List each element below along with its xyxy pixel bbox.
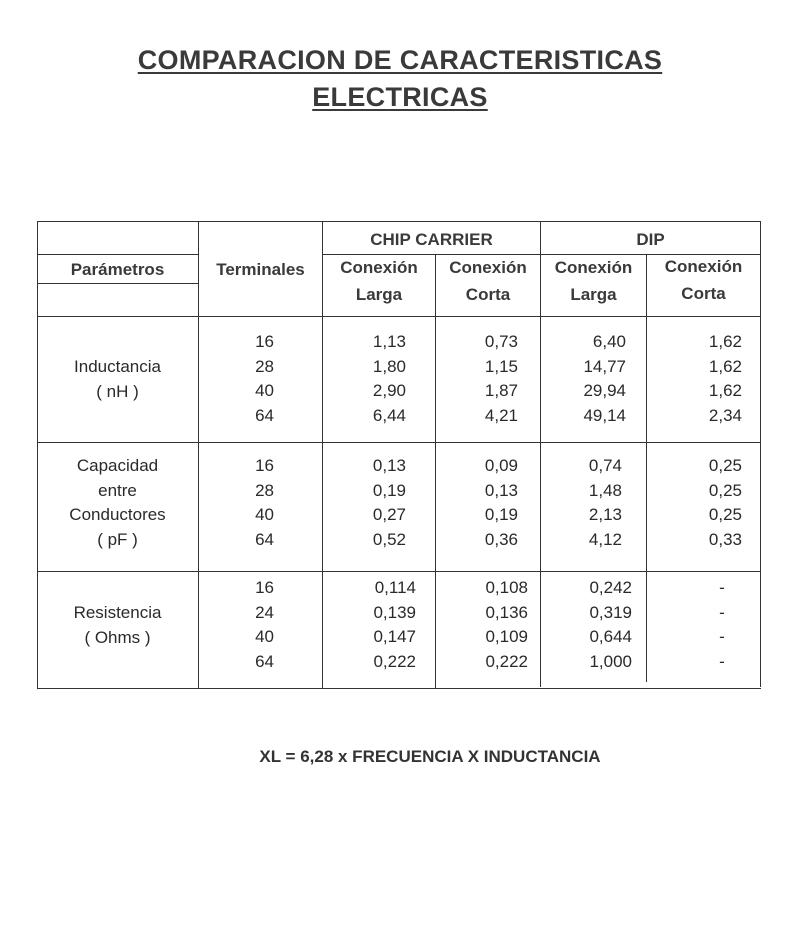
table-cell: 64 [255,651,274,671]
table-cell: 14,77 [583,356,626,376]
table-cell: 6,44 [372,405,406,425]
table-cell: 0,136 [485,602,528,622]
header-dip-larga: Larga [570,285,617,304]
table-cell: 1,15 [484,356,518,376]
table-cell: 40 [255,627,274,646]
table-cell: 40 [255,381,274,400]
terminales-column [230,454,274,552]
reactance-formula: XL = 6,28 x FRECUENCIA X INDUCTANCIA [259,747,601,766]
column-divider [435,254,436,689]
table-cell: 1,62 [708,356,742,376]
header-dip: DIP [636,230,665,249]
table-cell: - [719,602,725,622]
table-cell: 0,36 [484,529,518,549]
header-cc-larga-conexion: Conexión [340,258,418,277]
row-divider [37,316,761,317]
table-cell: 0,222 [373,651,416,671]
table-cell: 1,13 [372,332,406,351]
table-cell: 1,48 [588,480,622,500]
header-cc-corta-conexion: Conexión [449,258,527,277]
group-label-line: ( pF ) [97,529,138,549]
table-cell: 1,80 [372,356,406,376]
table-cell: 4,12 [588,529,622,549]
table-cell: 6,40 [592,332,626,351]
header-dip-corta-conexion: Conexión [664,257,743,276]
row-divider [37,571,761,572]
dip-larga-column [556,576,632,674]
table-cell: 0,222 [485,651,528,671]
group-label-capacidad [40,454,195,552]
header-chip-carrier: CHIP CARRIER [370,230,493,249]
table-cell: 0,52 [372,529,406,549]
cc-larga-column [340,330,406,428]
dip-larga-column [560,330,626,428]
group-label-inductancia [40,355,195,404]
table-cell: 0,25 [708,480,742,500]
group-label-line: Resistencia [73,603,162,622]
cc-corta-column [450,330,518,428]
cc-larga-column [340,454,406,552]
table-cell: 0,147 [373,627,416,646]
dip-corta-column [702,576,742,674]
table-cell: 28 [255,480,274,500]
table-cell: 28 [255,356,274,376]
table-cell: 2,90 [372,381,406,400]
group-label-resistencia [40,601,195,650]
group-label-line: Inductancia [74,357,161,376]
table-cell: 0,25 [708,456,742,475]
table-cell: 0,108 [485,578,528,597]
table-border [37,221,38,689]
table-cell: 1,62 [708,332,742,351]
table-border [37,221,761,222]
header-cc-larga: Larga [355,285,403,304]
column-divider [198,221,199,689]
cc-larga-column [340,576,416,674]
table-cell: 0,27 [372,505,406,524]
table-cell: 0,114 [374,578,416,597]
table-cell: 64 [255,529,274,549]
table-cell: 1,62 [708,381,742,400]
table-cell: 24 [255,602,274,622]
table-cell: 0,139 [373,602,416,622]
table-cell: 2,34 [708,405,742,425]
header-dip-larga-conexion: Conexión [554,258,633,277]
table-cell: 0,19 [484,505,518,524]
table-cell: 0,319 [589,602,632,622]
group-label-line: entre [98,480,137,500]
table-cell: 0,73 [484,332,518,351]
table-cell: 16 [255,578,274,597]
dip-corta-column [680,330,742,428]
table-cell: 1,000 [589,651,632,671]
table-cell: 16 [255,456,274,475]
header-parametros: Parámetros [70,260,165,279]
table-cell: - [719,651,725,671]
terminales-column [230,330,274,428]
row-divider [37,283,199,284]
table-cell: 29,94 [583,381,626,400]
column-divider [646,254,647,682]
table-border [37,688,761,689]
title-line-1: COMPARACION DE CARACTERISTICAS [137,45,663,75]
table-cell: 0,25 [708,505,742,524]
group-label-line: ( nH ) [96,381,139,401]
group-label-line: ( Ohms ) [84,627,151,647]
title-line-2: ELECTRICAS [312,82,488,112]
header-terminales: Terminales [216,260,305,279]
row-divider [37,254,199,255]
header-dip-corta: Corta [681,284,726,303]
table-cell: 4,21 [484,405,518,425]
table-cell: 49,14 [583,405,626,425]
table-cell: 0,109 [485,627,528,646]
table-cell: 1,87 [484,381,518,400]
table-cell: 0,13 [372,456,406,475]
table-cell: 0,19 [372,480,406,500]
table-cell: 0,74 [588,456,622,475]
dip-larga-column [556,454,622,552]
cc-corta-column [450,454,518,552]
table-cell: 40 [255,505,274,524]
group-label-line: Capacidad [76,456,159,475]
table-cell: 0,09 [484,456,518,475]
table-cell: - [719,627,725,646]
table-border [760,221,761,687]
table-cell: 2,13 [588,505,622,524]
table-cell: - [719,578,725,597]
table-cell: 16 [255,332,274,351]
table-cell: 0,242 [589,578,632,597]
dip-corta-column [680,454,742,552]
table-cell: 64 [255,405,274,425]
cc-corta-column [450,576,528,674]
table-cell: 0,33 [708,529,742,549]
header-cc-corta: Corta [465,285,511,304]
group-label-line: Conductores [69,505,166,524]
row-divider [37,442,761,443]
table-cell: 0,644 [589,627,632,646]
table-cell: 0,13 [484,480,518,500]
terminales-column [230,576,274,674]
